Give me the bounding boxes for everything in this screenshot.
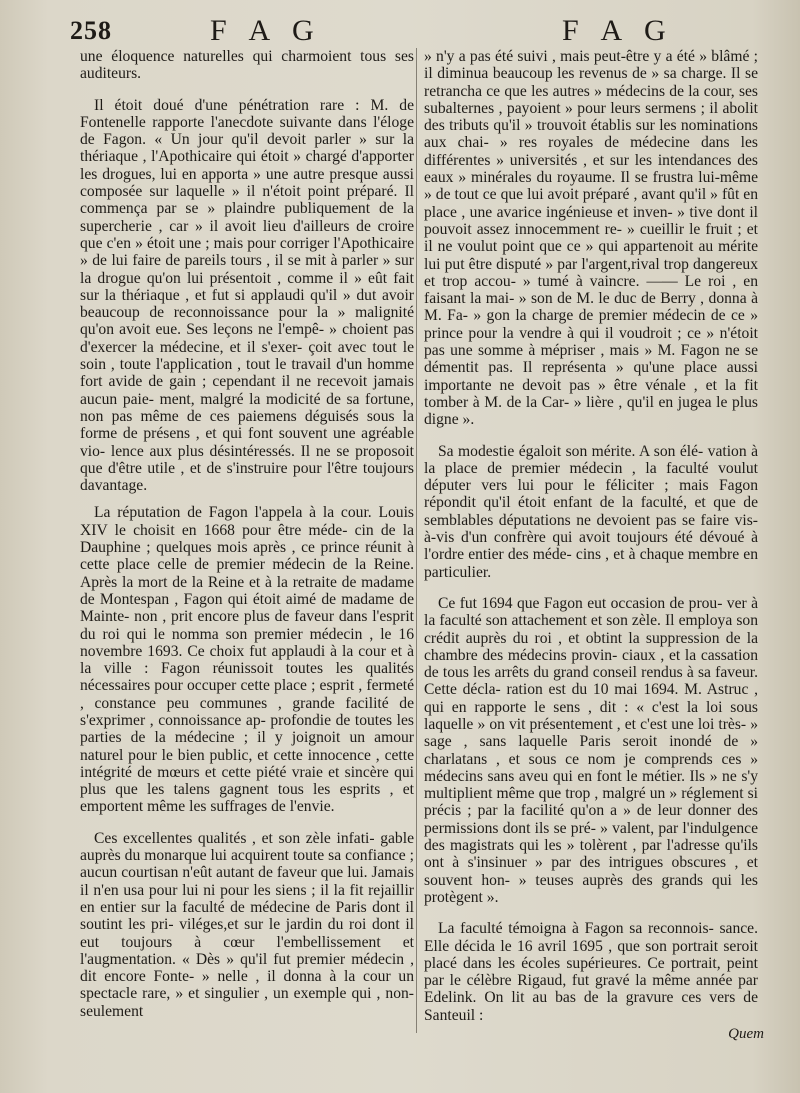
paragraph: Il étoit doué d'une pénétration rare : M. de Fontenelle rapporte l'anecdote suivante dans l'éloge de Fagon. « Un jour qu'il devoit parler » sur la thériaque , l'Apothicaire qui étoit » chargé d'apporter les drogues, lui en apporta » une autre presque aussi composée sur laquelle » il n'étoit point préparé. Il commença par se » plaindre publiquement de la supercherie , car » il avoit lieu d'ailleurs de croire que c'en » étoit une ; mais pour corriger l'Apothicaire » de lui faire de pareils tours , il se mit à parler » sur la drogue qu'on lui présentoit , comme il » eût fait sur la thériaque , et fut si applaudi qu'il » dut avoir beaucoup de reconnoissance pour la » malignité qu'on avoit eue. Ses leçons ne l'empê- » choient pas d'exercer la médecine, et il s'exer- çoit avec tout le soin , toute l'application , tout le travail d'un homme fort avide de gain ; cependant il ne recevoit jamais aucun paie- ment, malgré la modicité de sa fortune, non pas même de ces paiemens déguisés sous la forme de présens , et qui font souvent une agréable vio- lence aux plus désintéressés. Il ne se proposoit que d'être utile , et de s'instruire pour l'être toujours davantage. [80,96,414,495]
paragraph: Sa modestie égaloit son mérite. A son élé- vation à la place de premier médecin , la faculté voulut députer vers lui pour le féliciter ; mais Fagon répondit qu'il étoit enfant de la faculté, et que de semblables députations ne devoient pas se faire vis-à-vis d'un confrère qui avoit toujours été dévoué à l'ordre entier des méde- cins , et à chaque membre en particulier. [424,442,758,581]
paragraph: La faculté témoigna à Fagon sa reconnois- sance. Elle décida le 16 avril 1695 , que son portrait seroit placé dans les écoles supérieures. Ce portrait, peint par le célèbre Rigaud, fut gravé la même année par Edelink. On lit au bas de la gravure ces vers de Santeuil : [424,920,758,1024]
page-number: 258 [70,16,112,45]
right-column [424,48,758,1024]
paragraph: une éloquence naturelles qui charmoient tous ses auditeurs. [80,48,414,83]
page-header [70,10,770,46]
left-column [80,48,414,1020]
running-head-right: F A G [562,14,674,47]
paragraph: Ce fut 1694 que Fagon eut occasion de prou- ver à la faculté son attachement et son zèle. Il employa son crédit auprès du roi , et obtint la suppression de la chambre des médecins provin- ciaux , et la cassation de tous les arrêts du grand conseil rendus à sa faveur. Cette décla- ration est du 10 mai 1694. M. Astruc , qui en rapporte le sens , dit : « c'est la loi sous laquelle » on vit présentement , et c'est une loi très- » sage , sans laquelle Paris seroit inondé de » charlatans , et sous ce nom je comprends ces » médecins sans aveu qui en font le métier. Ils » ne s'y multiplient même que trop , malgré un » réglement si précis ; par la facilité qu'on a » de leur donner des permissions dont ils se pré- » valent, par l'indulgence des magistrats qui les » tolèrent , par l'adresse qu'ils ont à s'insinuer » par des intrigues obscures , et souvent hon- » teuses auprès des grands qui les protègent ». [424,594,758,906]
running-head-left: F A G [210,14,322,47]
paragraph: » n'y a pas été suivi , mais peut-être y a été » blâmé ; il diminua beaucoup les revenus de » sa charge. Il se retrancha ce que les autres » médecins de la cour, ses subalternes , payoient » pour leurs sermens ; il abolit des tributs qu'il » trouvoit établis sur les nominations aux chai- » res royales de médecine dans les différentes » universités , et sur les intendances des eaux » minérales du royaume. Il se frustra lui-même » de tout ce que lui avoit préparé , avant qu'il » fût en place , une avarice ingénieuse et inven- » tive dont il pouvoit assez innocemment re- » cueillir le fruit ; et il ne voulut point que ce » qui appartenoit au mérite lui put être disputé » par l'argent,rival trop dangereux et trop accou- » tumé à vaincre. —— Le roi , en faisant la mai- » son de M. le duc de Berry , donna à M. Fa- » gon la charge de premier médecin de ce » prince pour la vendre à qui il voudroit ; ce » n'étoit pas une somme à mépriser , mais » M. Fagon ne se démentit pas. Il représenta » qu'une place aussi importante ne devoit pas » être vénale , et la fit tomber à M. de la Car- » lière , qu'il en jugea le plus digne ». [424,48,758,429]
catchword: Quem [728,1026,764,1042]
paragraph: La réputation de Fagon l'appela à la cour. Louis XIV le choisit en 1668 pour être méde- cin de la Dauphine ; quelques mois après , ce prince réunit à cette place celle de premier médecin de la Reine. Après la mort de la Reine et à la retraite de madame de Montespan , Fagon qui étoit aimé de madame de Mainte- non , prit encore plus de faveur dans l'esprit du roi qui le nomma son premier médecin , le 16 novembre 1693. Ce choix fut applaudi à la cour et à la ville : Fagon réunissoit toutes les qualités nécessaires pour occuper cette place ; esprit , fermeté , constance peu communes , grande facilité de s'exprimer , connoissance ap- profondie de toutes les parties de la médecine ; il y joignoit un amour naturel pour le bien public, et cette innocence , cette intégrité de mœurs et cette piété vraie et sincère qui plus que les talens gagnent tous les esprits , et emportent même les suffrages de l'envie. [80,504,414,816]
column-divider [416,48,417,1033]
paragraph: Ces excellentes qualités , et son zèle infati- gable auprès du monarque lui acquirent toute sa confiance ; aucun courtisan n'eût autant de faveur que lui. Jamais il n'en usa pour lui ni pour les siens ; il la fit rejaillir en entier sur la faculté de médecine de Paris dont il soutint les pri- viléges,et sur le jardin du roi dont il eut toujours à cœur l'embellissement et l'augmentation. « Dès » qu'il fut premier médecin , dit encore Fonte- » nelle , il donna à la cour un spectacle rare, » et singulier , un exemple qui , non-seulement [80,829,414,1020]
